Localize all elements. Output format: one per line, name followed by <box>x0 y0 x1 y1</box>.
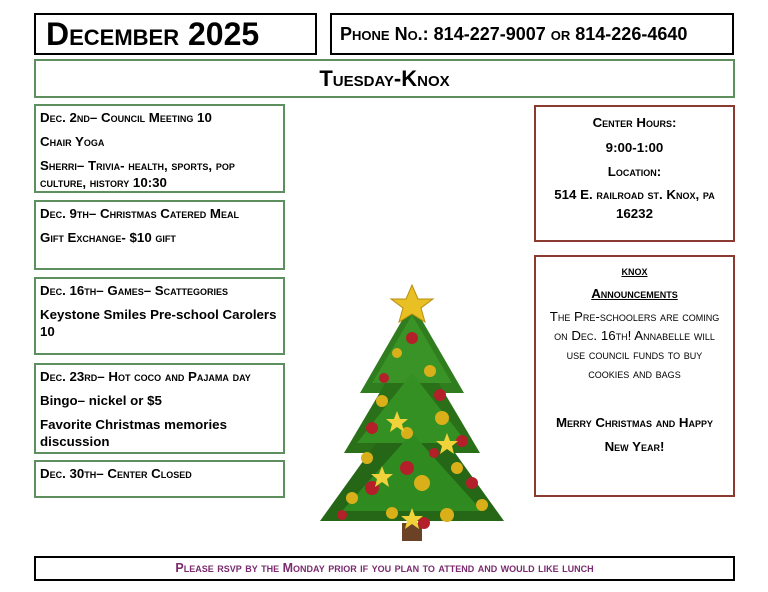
event-box-dec-16 <box>34 277 285 355</box>
phone-numbers: Phone No.: 814-227-9007 or 814-226-4640 <box>340 24 688 44</box>
event-line: Sherri– Trivia- health, sports, pop culture, history 10:30 <box>40 158 235 190</box>
event-box-dec-23 <box>34 363 285 454</box>
announcements-heading: Announcements <box>591 286 678 301</box>
rsvp-footer <box>34 556 735 581</box>
christmas-tree-icon <box>312 283 512 545</box>
event-line: Dec. 30th– Center Closed <box>40 466 192 481</box>
location-day-title: Tuesday-Knox <box>319 66 450 91</box>
hours-value: 9:00-1:00 <box>605 139 664 155</box>
event-line: Dec. 23rd– Hot coco and Pajama day <box>40 369 251 384</box>
address: 514 E. railroad st. Knox, pa 16232 <box>554 186 715 221</box>
rsvp-note: Please rsvp by the Monday prior if you plan to attend and would like lunch <box>175 561 594 575</box>
event-box-dec-2 <box>34 104 285 193</box>
announcements-box <box>534 255 735 497</box>
center-info-box <box>534 105 735 242</box>
event-line: Gift Exchange- $10 gift <box>40 230 176 245</box>
location-label: Location: <box>607 164 662 179</box>
title-box <box>34 13 317 55</box>
event-line: Chair Yoga <box>40 134 105 149</box>
event-line: Dec. 16th– Games– Scattegories <box>40 283 229 298</box>
event-line: Favorite Christmas memories discussion <box>40 417 227 449</box>
hours-label: Center Hours: <box>592 115 677 130</box>
event-box-dec-30 <box>34 460 285 498</box>
location-day-banner <box>34 59 735 98</box>
event-line: Dec. 9th– Christmas Catered Meal <box>40 206 239 221</box>
page-title: December 2025 <box>46 16 260 52</box>
event-line: Keystone Smiles Pre-school Carolers 10 <box>40 307 277 339</box>
announcements-location: knox <box>621 263 648 278</box>
event-line: Bingo– nickel or $5 <box>40 393 162 408</box>
event-box-dec-9 <box>34 200 285 270</box>
phone-box <box>330 13 734 55</box>
event-line: Dec. 2nd– Council Meeting 10 <box>40 110 212 125</box>
announcements-body: The Pre-schoolers are coming on Dec. 16th! Annabelle will use council funds to buy cookies and bags <box>549 309 720 381</box>
holiday-greeting: Merry Christmas and Happy New Year! <box>555 415 714 454</box>
